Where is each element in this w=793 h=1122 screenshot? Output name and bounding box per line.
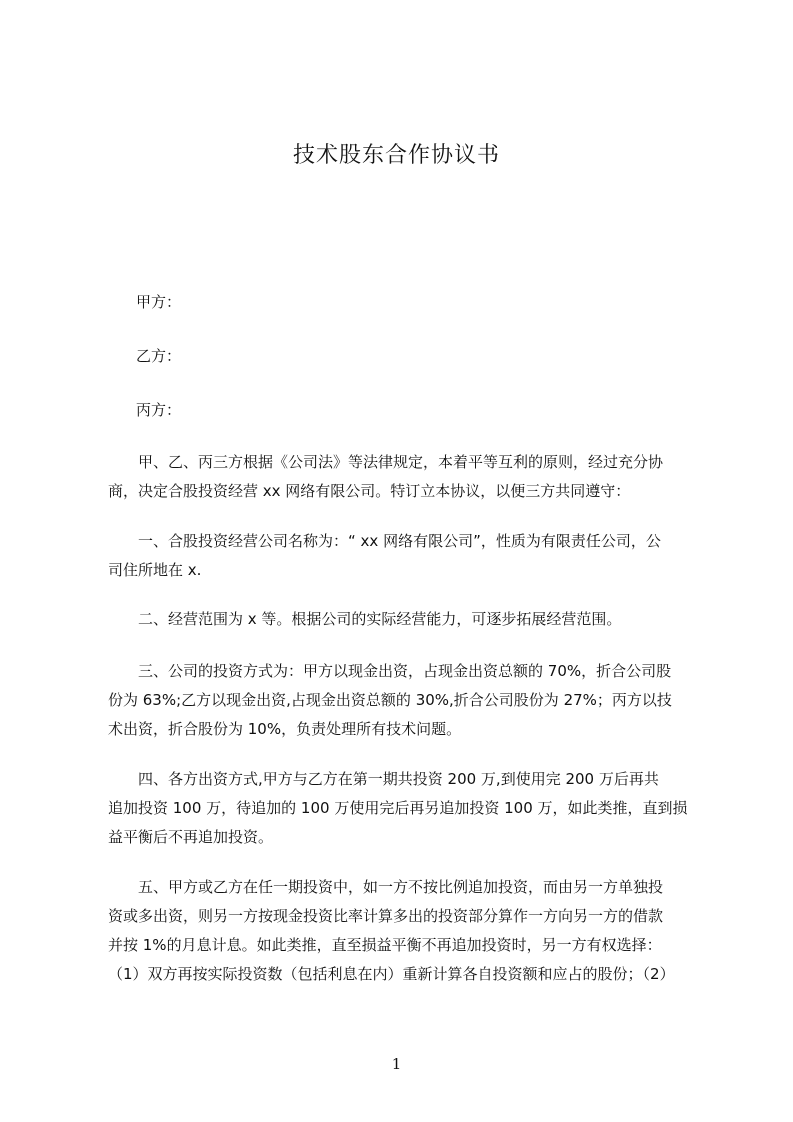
paragraph-line: 司住所地在 x. [108,561,202,579]
paragraph-clause-1 [108,527,708,585]
paragraph-clause-4 [108,765,708,852]
paragraph-line: 二、经营范围为 x 等。根据公司的实际经营能力，可逐步拓展经营范围。 [138,610,622,628]
paragraph-line: 资或多出资，则另一方按现金投资比率计算多出的投资部分算作一方向另一方的借款 [108,907,664,925]
paragraph-line: （1）双方再按实际投资数（包括利息在内）重新计算各自投资额和应占的股份；（2） [108,965,675,983]
paragraph-line: 并按 1%的月息计息。如此类推，直至损益平衡不再追加投资时，另一方有权选择： [108,936,662,954]
paragraph-clause-5 [108,873,708,989]
paragraph-line: 追加投资 100 万，待追加的 100 万使用完后再另追加投资 100 万，如此类推，直到损 [108,799,688,817]
party-c-label: 丙方： [136,401,182,419]
paragraph-line: 一、合股投资经营公司名称为：“ xx 网络有限公司”，性质为有限责任公司，公 [138,532,661,550]
paragraph-preamble [108,448,708,506]
paragraph-line: 甲、乙、丙三方根据《公司法》等法律规定，本着平等互利的原则，经过充分协 [138,453,664,471]
party-b-label: 乙方： [136,347,182,365]
document-title: 技术股东合作协议书 [292,143,500,168]
paragraph-line: 术出资，折合股份为 10%，负责处理所有技术问题。 [108,720,462,738]
paragraph-line: 五、甲方或乙方在任一期投资中，如一方不按比例追加投资，而由另一方单独投 [138,878,664,896]
paragraph-line: 三、公司的投资方式为：甲方以现金出资，占现金出资总额的 70%，折合公司股 [138,662,672,680]
paragraph-clause-2 [108,605,708,634]
paragraph-clause-3 [108,657,708,744]
page-number: 1 [391,1055,402,1073]
party-a-label: 甲方： [136,293,182,311]
paragraph-line: 四、各方出资方式,甲方与乙方在第一期共投资 200 万,到使用完 200 万后再共 [138,770,659,788]
paragraph-line: 商，决定合股投资经营 xx 网络有限公司。特订立本协议，以便三方共同遵守： [108,482,631,500]
paragraph-line: 份为 63%;乙方以现金出资,占现金出资总额的 30%,折合公司股份为 27%；丙方以技 [108,691,672,709]
paragraph-line: 益平衡后不再追加投资。 [108,828,274,846]
